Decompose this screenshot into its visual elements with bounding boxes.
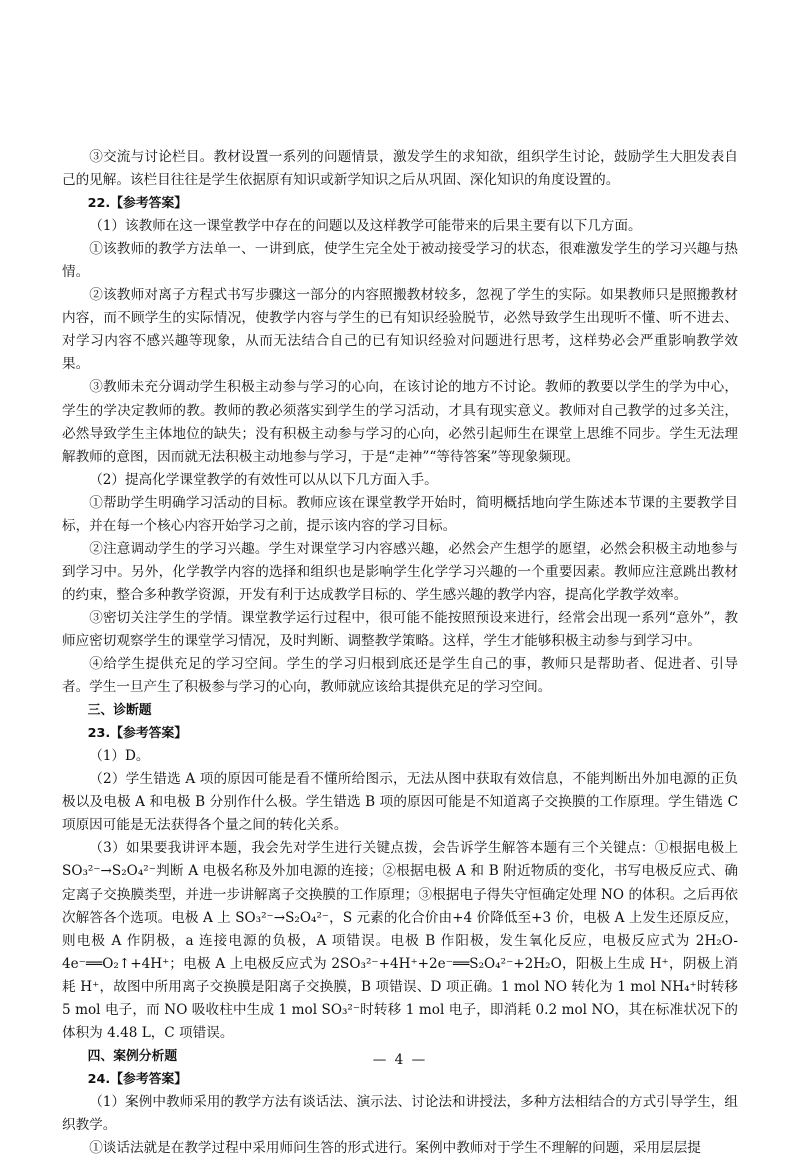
paragraph: ④给学生提供充足的学习空间。学生的学习归根到底还是学生自己的事，教师只是帮助者、促进者、引导者。学生一旦产生了积极参与学习的心向，教师就应该给其提供充足的学习空间。 [62,656,738,696]
paragraph: ③交流与讨论栏目。教材设置一系列的问题情景，激发学生的求知欲，组织学生讨论，鼓励学生大胆发表自己的见解。该栏目往往是学生依据原有知识或新学知识之后从巩固、深化知识的角度设置的。 [62,149,738,189]
page-body [62,146,738,1160]
section-heading: 23.【参考答案】 [87,726,188,742]
paragraph: ①谈话法就是在教学过程中采用师问生答的形式进行。案例中教师对于学生不理解的问题，采用层层提 [89,1140,701,1157]
paragraph: ①帮助学生明确学习活动的目标。教师应该在课堂教学开始时，简明概括地向学生陈述本节课的主要教学目标，并在每一个核心内容开始学习之前，提示该内容的学习目标。 [62,494,738,534]
paragraph: ③教师未充分调动学生积极主动参与学习的心向，在该讨论的地方不讨论。教师的教要以学生的学为中心，学生的学决定教师的教。教师的教必须落实到学生的学习活动，才具有现实意义。教师对自己教学的过多关注，必然导致学生主体地位的缺失；没有积极主动参与学习的心向，必然引起师生在课堂上思维不同步。学生无法理解教师的意图，因而就无法积极主动地参与学习，于是“走神”“等待答案”等现象频现。 [62,379,738,465]
paragraph: （2）学生错选 A 项的原因可能是看不懂所给图示，无法从图中获取有效信息，不能判断出外加电源的正负极以及电极 A 和电极 B 分别作什么极。学生错选 B 项的原因可能是不知道离子交换膜的工作原理。学生错选 C 项原因可能是无法获得各个量之间的转化关系。 [62,771,738,834]
paragraph: （1）D。 [89,748,150,765]
section-heading: 三、诊断题 [87,703,152,719]
paragraph: （2）提高化学课堂教学的有效性可以从以下几方面入手。 [89,471,438,488]
paragraph: ②注意调动学生的学习兴趣。学生对课堂学习内容感兴趣，必然会产生想学的愿望，必然会积极主动地参与到学习中。另外，化学教学内容的选择和组织也是影响学生化学学习兴趣的一个重要因素。教师应注意跳出教材的约束，整合多种教学资源，开发有利于达成教学目标的、学生感兴趣的教学内容，提高化学教学效率。 [62,540,738,603]
page-number: — 4 — [372,1052,428,1068]
paragraph: ③密切关注学生的学情。课堂教学运行过程中，很可能不能按照预设来进行，经常会出现一系列“意外”，教师应密切观察学生的课堂学习情况，及时判断、调整教学策略。这样，学生才能够积极主动参与到学习中。 [62,609,738,649]
paragraph: ②该教师对离子方程式书写步骤这一部分的内容照搬教材较多，忽视了学生的实际。如果教师只是照搬教材内容，而不顾学生的实际情况，使教学内容与学生的已有知识经验脱节，必然导致学生出现听不懂、听不进去、对学习内容不感兴趣等现象，从而无法结合自己的已有知识经验对问题进行思考，这样势必会严重影响教学效果。 [62,287,738,373]
paragraph: （3）如果要我讲评本题，我会先对学生进行关键点拨，会告诉学生解答本题有三个关键点：①根据电极上 SO₃²⁻→S₂O₄²⁻判断 A 电极名称及外加电源的连接；②根据电极 A 和 B 附近物质的变化，书写电极反应式、确定离子交换膜类型，并进一步讲解离子交换膜的工作原理；③根据电子得失守恒确定处理 NO 的体积。之后再依次解答各个选项。电极 A 上 SO₃²⁻→S₂O₄²⁻，S 元素的化合价由+4 价降低至+3 价，电极 A 上发生还原反应，则电极 A 作阴极，a 连接电源的负极，A 项错误。电极 B 作阳极，发生氧化反应，电极反应式为 2H₂O-4e⁻══O₂↑+4H⁺；电极 A 上电极反应式为 2SO₃²⁻+4H⁺+2e⁻══S₂O₄²⁻+2H₂O，阳极上生成 H⁺，阴极上消耗 H⁺，故图中所用离子交换膜是阳离子交换膜，B 项错误、D 项正确。1 mol NO 转化为 1 mol NH₄⁺时转移 5 mol 电子，而 NO 吸收柱中生成 1 mol SO₃²⁻时转移 1 mol 电子，即消耗 0.2 mol NO，其在标准状况下的体积为 4.48 L，C 项错误。 [62,840,738,1041]
paragraph: （1）该教师在这一课堂教学中存在的问题以及这样教学可能带来的后果主要有以下几方面。 [89,218,642,235]
paragraph: ①该教师的教学方法单一、一讲到底，使学生完全处于被动接受学习的状态，很难激发学生的学习兴趣与热情。 [62,241,738,281]
paragraph: （1）案例中教师采用的教学方法有谈话法、演示法、讨论法和讲授法，多种方法相结合的方式引导学生，组织教学。 [62,1093,738,1133]
section-heading: 24.【参考答案】 [87,1071,188,1087]
section-heading: 22.【参考答案】 [87,196,188,212]
section-heading: 四、案例分析题 [87,1048,178,1064]
